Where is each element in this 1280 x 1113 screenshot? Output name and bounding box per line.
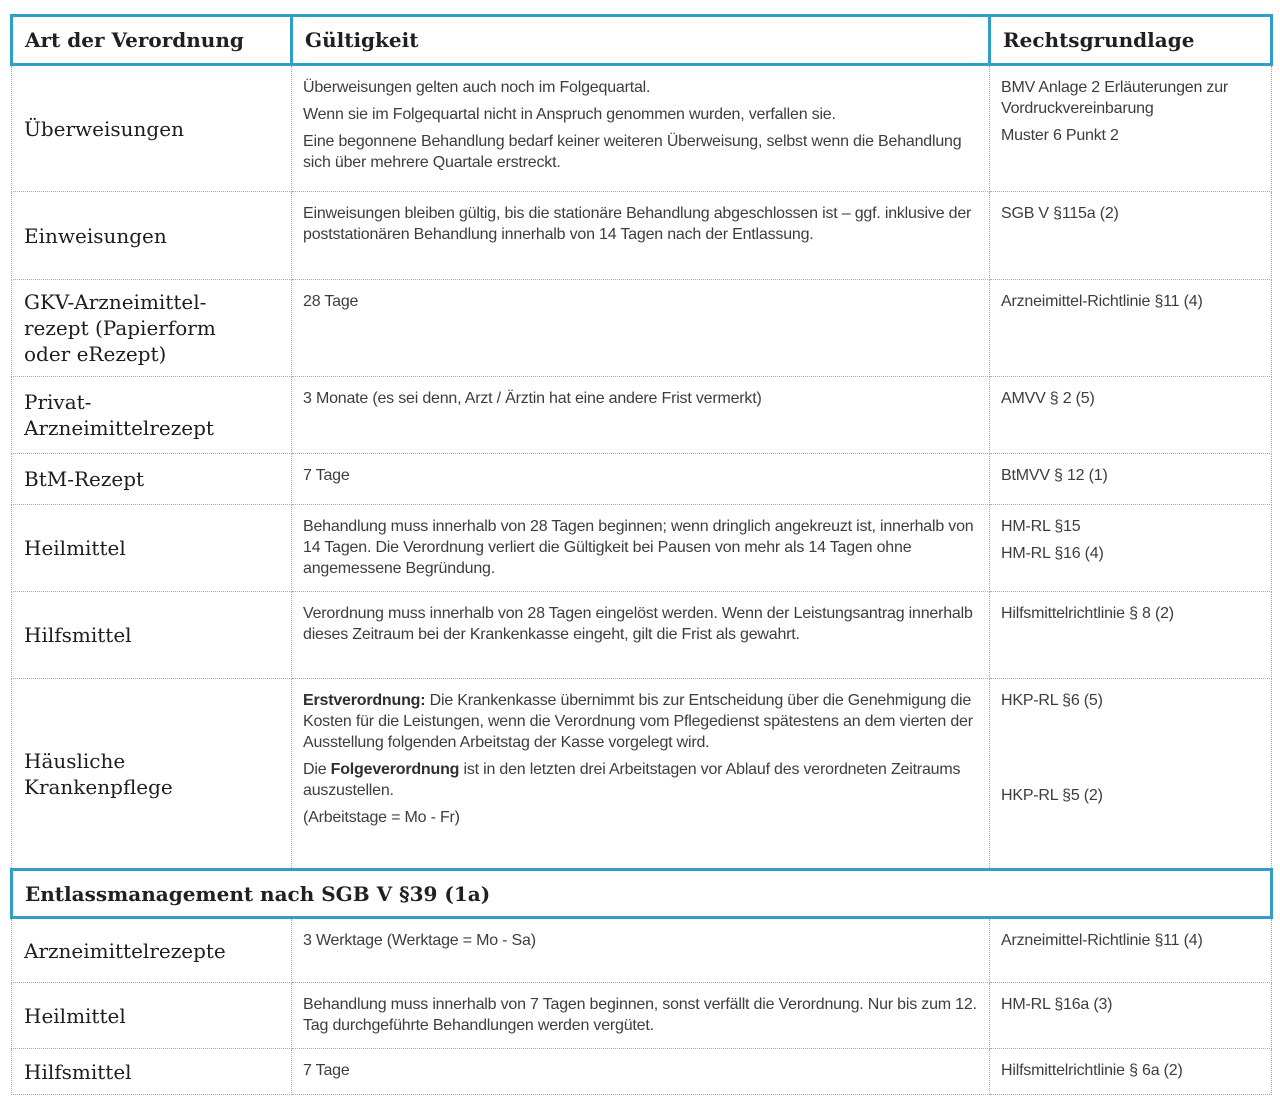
validity-cell	[292, 1049, 990, 1095]
prescription-type-label: Hilfsmittel	[24, 623, 132, 647]
prescription-type-cell	[12, 280, 292, 377]
validity-cell	[292, 280, 990, 377]
prescription-type-cell	[12, 592, 292, 679]
table-row	[12, 65, 1272, 192]
table-row	[12, 679, 1272, 870]
legal-basis-text: Hilfsmittelrichtlinie § 8 (2)	[1001, 605, 1174, 622]
validity-text: 28 Tage	[303, 293, 359, 310]
legal-basis-text: Muster 6 Punkt 2	[1001, 127, 1119, 144]
validity-text: Überweisungen gelten auch noch im Folgequartal.	[303, 79, 651, 96]
prescription-type-label: Häusliche	[24, 748, 126, 773]
prescription-type-cell	[12, 454, 292, 505]
header-gueltigkeit: Gültigkeit	[292, 16, 990, 65]
table-row	[12, 192, 1272, 280]
validity-text: Eine begonnene Behandlung bedarf keiner weiteren Überweisung, selbst wenn die Behandlung sich über mehrere Quartale erstreckt.	[303, 133, 962, 171]
validity-text: Verordnung muss innerhalb von 28 Tagen eingelöst werden. Wenn der Leistungsantrag innerhalb dieses Zeitraum bei der Krankenkasse eingeht, gilt die Frist als gewahrt.	[303, 605, 973, 643]
legal-basis-cell	[990, 1049, 1272, 1095]
legal-basis-cell	[990, 454, 1272, 505]
legal-basis-cell	[990, 377, 1272, 454]
validity-cell	[292, 377, 990, 454]
validity-text: Wenn sie im Folgequartal nicht in Anspruch genommen wurden, verfallen sie.	[303, 106, 836, 123]
legal-basis-cell	[990, 983, 1272, 1049]
legal-basis-text: HM-RL §16 (4)	[1001, 545, 1104, 562]
prescription-type-label: Einweisungen	[24, 223, 167, 248]
prescription-type-label: Krankenpflege	[24, 774, 173, 799]
legal-basis-text: AMVV § 2 (5)	[1001, 390, 1095, 407]
table-row	[12, 1049, 1272, 1095]
prescription-type-label: rezept (Papierform	[24, 316, 216, 340]
validity-cell	[292, 65, 990, 192]
prescription-type-label: Hilfsmittel	[24, 1059, 132, 1084]
prescription-type-cell	[12, 679, 292, 870]
legal-basis-cell	[990, 679, 1272, 870]
prescription-type-label: oder eRezept)	[24, 342, 167, 366]
validity-text: 3 Werktage (Werktage = Mo - Sa)	[303, 932, 536, 949]
prescription-type-label: GKV-Arzneimittel-	[24, 290, 207, 314]
validity-cell	[292, 192, 990, 280]
table-row	[12, 983, 1272, 1049]
validity-text: Erstverordnung: Die Krankenkasse übernimmt bis zur Entscheidung über die Genehmigung die Kosten für die Leistungen, wenn die Verordnung vom Pflegedienst spätestens an dem vierten der Ausstellung folgenden Arbeitstag der Kasse vorgelegt wird.	[303, 692, 973, 751]
prescription-type-label: Privat-	[24, 390, 92, 414]
legal-basis-text: Arzneimittel-Richtlinie §11 (4)	[1001, 293, 1203, 310]
validity-text: Die Folgeverordnung ist in den letzten drei Arbeitstagen vor Ablauf des verordneten Zeitraums auszustellen.	[303, 761, 961, 799]
table-row	[12, 505, 1272, 592]
validity-cell	[292, 505, 990, 592]
validity-cell	[292, 679, 990, 870]
table-row	[12, 592, 1272, 679]
legal-basis-cell	[990, 592, 1272, 679]
legal-basis-text: BMV Anlage 2 Erläuterungen zur Vordruckvereinbarung	[1001, 79, 1229, 117]
legal-basis-cell	[990, 192, 1272, 280]
prescription-type-label: Heilmittel	[24, 536, 126, 560]
legal-basis-text: Hilfsmittelrichtlinie § 6a (2)	[1001, 1062, 1183, 1079]
legal-basis-cell	[990, 918, 1272, 983]
section-header: Entlassmanagement nach SGB V §39 (1a)	[12, 870, 1272, 918]
validity-cell	[292, 918, 990, 983]
prescription-type-cell	[12, 1049, 292, 1095]
legal-basis-text: HKP-RL §6 (5)	[1001, 692, 1103, 709]
validity-cell	[292, 592, 990, 679]
validity-text: 7 Tage	[303, 467, 350, 484]
validity-text: (Arbeitstage = Mo - Fr)	[303, 809, 460, 826]
header-rechtsgrundlage: Rechtsgrundlage	[990, 16, 1272, 65]
legal-basis-text: HM-RL §15	[1001, 518, 1081, 535]
validity-bold-term: Folgeverordnung	[330, 761, 460, 778]
legal-basis-text: Arzneimittel-Richtlinie §11 (4)	[1001, 932, 1203, 949]
validity-text: Einweisungen bleiben gültig, bis die stationäre Behandlung abgeschlossen ist – ggf. inklusive der poststationären Behandlung innerhalb von 14 Tagen nach der Entlassung.	[303, 205, 972, 243]
section-header-row	[12, 870, 1272, 918]
header-art-der-verordnung: Art der Verordnung	[12, 16, 292, 65]
prescription-type-cell	[12, 918, 292, 983]
legal-basis-text: SGB V §115a (2)	[1001, 205, 1119, 222]
validity-cell	[292, 983, 990, 1049]
prescription-type-cell	[12, 505, 292, 592]
prescription-type-cell	[12, 983, 292, 1049]
prescription-type-label: Arzneimittelrezept	[24, 416, 214, 440]
validity-bold-term: Erstverordnung:	[303, 692, 426, 709]
legal-basis-text: HKP-RL §5 (2)	[1001, 787, 1103, 804]
prescription-type-label: Arzneimittelrezepte	[24, 938, 226, 963]
prescription-validity-table	[10, 14, 1273, 1095]
prescription-type-cell	[12, 65, 292, 192]
table-row	[12, 918, 1272, 983]
table-row	[12, 454, 1272, 505]
legal-basis-cell	[990, 505, 1272, 592]
legal-basis-text: BtMVV § 12 (1)	[1001, 467, 1108, 484]
prescription-type-label: Heilmittel	[24, 1003, 126, 1028]
validity-text: Behandlung muss innerhalb von 7 Tagen beginnen, sonst verfällt die Verordnung. Nur bis zum 12. Tag durchgeführte Behandlungen werden vergütet.	[303, 996, 977, 1034]
validity-text: 3 Monate (es sei denn, Arzt / Ärztin hat eine andere Frist vermerkt)	[303, 390, 762, 407]
validity-text: Behandlung muss innerhalb von 28 Tagen beginnen; wenn dringlich angekreuzt ist, innerhalb von 14 Tagen. Die Verordnung verliert die Gültigkeit bei Pausen von mehr als 14 Tagen ohne angemessene Begründung.	[303, 518, 974, 577]
legal-basis-cell	[990, 280, 1272, 377]
validity-cell	[292, 454, 990, 505]
prescription-type-label: BtM-Rezept	[24, 467, 145, 491]
table-header-row	[12, 16, 1272, 65]
prescription-type-label: Überweisungen	[24, 116, 184, 141]
legal-basis-text: HM-RL §16a (3)	[1001, 996, 1113, 1013]
legal-basis-cell	[990, 65, 1272, 192]
prescription-type-cell	[12, 377, 292, 454]
table-row	[12, 377, 1272, 454]
table-row	[12, 280, 1272, 377]
prescription-type-cell	[12, 192, 292, 280]
validity-text: 7 Tage	[303, 1062, 350, 1079]
